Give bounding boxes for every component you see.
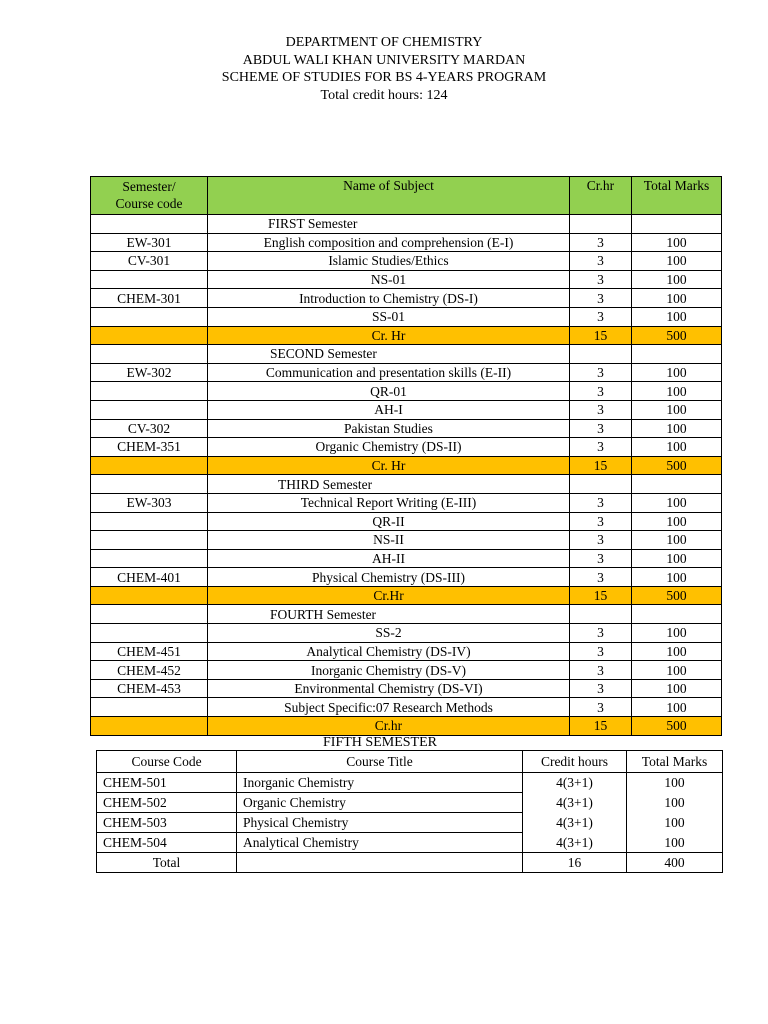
total-marks: 100 (632, 493, 722, 512)
subject-name: QR-II (208, 512, 570, 531)
semester-title-row (91, 475, 722, 494)
total-marks: 500 (632, 586, 722, 605)
semester-cr-cell (570, 215, 632, 234)
document-header (0, 34, 768, 104)
credit-hours: 3 (570, 270, 632, 289)
semester-code-cell (91, 475, 208, 494)
total-code-cell (91, 717, 208, 736)
table-row (91, 661, 722, 680)
semester-total-row (91, 586, 722, 605)
fifth-total-marks: 100 (627, 813, 723, 833)
semester-title: THIRD Semester (278, 476, 373, 492)
course-code: CHEM-451 (91, 642, 208, 661)
header-marks: Total Marks (632, 177, 722, 215)
total-label: Cr.Hr (208, 586, 570, 605)
course-code: CHEM-453 (91, 679, 208, 698)
subject-name: Introduction to Chemistry (DS-I) (208, 289, 570, 308)
subject-name: AH-II (208, 549, 570, 568)
semester-cr-cell (570, 605, 632, 624)
table-row (91, 549, 722, 568)
credit-hours: 3 (570, 382, 632, 401)
total-marks: 100 (632, 270, 722, 289)
total-credit: 15 (570, 586, 632, 605)
credit-hours: 3 (570, 531, 632, 550)
total-marks: 100 (632, 289, 722, 308)
subject-name: SS-01 (208, 307, 570, 326)
fifth-credit-hours: 4(3+1) (523, 773, 627, 793)
semester-title-row (91, 345, 722, 364)
table-row (91, 419, 722, 438)
semester-title-cell (208, 475, 570, 494)
subject-name: AH-I (208, 400, 570, 419)
semester-total-row (91, 326, 722, 345)
course-code (91, 698, 208, 717)
fifth-table-row (97, 833, 723, 853)
total-label: Cr.hr (208, 717, 570, 736)
fifth-table-row (97, 813, 723, 833)
fifth-table-row (97, 793, 723, 813)
fifth-header-marks: Total Marks (627, 751, 723, 773)
table-row (91, 363, 722, 382)
fifth-total-credit: 16 (523, 853, 627, 873)
semester-cr-cell (570, 475, 632, 494)
fifth-total-marks: 400 (627, 853, 723, 873)
table-row (91, 493, 722, 512)
total-marks: 100 (632, 419, 722, 438)
credit-hours: 3 (570, 698, 632, 717)
semester-code-cell (91, 605, 208, 624)
total-marks: 100 (632, 512, 722, 531)
course-code: EW-302 (91, 363, 208, 382)
course-code: CV-302 (91, 419, 208, 438)
fifth-credit-hours: 4(3+1) (523, 833, 627, 853)
fifth-course-code: CHEM-504 (97, 833, 237, 853)
subject-name: Technical Report Writing (E-III) (208, 493, 570, 512)
subject-name: Environmental Chemistry (DS-VI) (208, 679, 570, 698)
course-code: CHEM-301 (91, 289, 208, 308)
total-marks: 500 (632, 326, 722, 345)
total-code-cell (91, 456, 208, 475)
total-marks: 100 (632, 568, 722, 587)
total-marks: 100 (632, 233, 722, 252)
fifth-course-title: Inorganic Chemistry (237, 773, 523, 793)
course-code: CHEM-401 (91, 568, 208, 587)
university-title: ABDUL WALI KHAN UNIVERSITY MARDAN (242, 52, 526, 68)
table-row (91, 438, 722, 457)
header-credit: Cr.hr (570, 177, 632, 215)
fifth-total-title (237, 853, 523, 873)
total-marks: 100 (632, 382, 722, 401)
credit-hours: 3 (570, 252, 632, 271)
fifth-total-marks: 100 (627, 773, 723, 793)
course-code (91, 549, 208, 568)
credit-hours: 3 (570, 419, 632, 438)
credit-hours: 3 (570, 549, 632, 568)
total-marks: 100 (632, 531, 722, 550)
table-row (91, 252, 722, 271)
fifth-header-row (97, 751, 723, 773)
table-row (91, 233, 722, 252)
total-marks: 100 (632, 624, 722, 643)
total-marks: 100 (632, 661, 722, 680)
semester-marks-cell (632, 215, 722, 234)
course-code: CHEM-452 (91, 661, 208, 680)
table-row (91, 512, 722, 531)
credit-hours: 3 (570, 363, 632, 382)
total-label: Cr. Hr (208, 326, 570, 345)
semester-code-cell (91, 345, 208, 364)
fifth-credit-hours: 4(3+1) (523, 793, 627, 813)
course-code (91, 382, 208, 401)
semester-marks-cell (632, 605, 722, 624)
subject-name: NS-01 (208, 270, 570, 289)
table-row (91, 642, 722, 661)
credit-hours: 3 (570, 512, 632, 531)
course-code (91, 307, 208, 326)
total-marks: 500 (632, 456, 722, 475)
semester-cr-cell (570, 345, 632, 364)
fifth-course-title: Analytical Chemistry (237, 833, 523, 853)
header-code-line1: Semester/ (122, 179, 176, 194)
total-marks: 500 (632, 717, 722, 736)
table-row (91, 679, 722, 698)
fifth-credit-hours: 4(3+1) (523, 813, 627, 833)
credit-hours: 3 (570, 289, 632, 308)
credit-hours: 3 (570, 642, 632, 661)
subject-name: SS-2 (208, 624, 570, 643)
subject-name: Communication and presentation skills (E-II) (208, 363, 570, 382)
total-marks: 100 (632, 307, 722, 326)
subject-name: Islamic Studies/Ethics (208, 252, 570, 271)
fifth-course-title: Organic Chemistry (237, 793, 523, 813)
semester-total-row (91, 717, 722, 736)
fifth-course-code: CHEM-501 (97, 773, 237, 793)
total-marks: 100 (632, 363, 722, 382)
course-code (91, 512, 208, 531)
fifth-header-credit: Credit hours (523, 751, 627, 773)
credit-hours: 3 (570, 438, 632, 457)
semester-title: FIRST Semester (268, 216, 358, 232)
semester-title-cell (208, 605, 570, 624)
fifth-total-label: Total (97, 853, 237, 873)
course-code (91, 531, 208, 550)
semester-marks-cell (632, 475, 722, 494)
total-credit: 15 (570, 717, 632, 736)
credit-hours: 3 (570, 493, 632, 512)
header-code-line2: Course code (115, 196, 183, 211)
total-marks: 100 (632, 252, 722, 271)
table-row (91, 568, 722, 587)
credit-hours: 3 (570, 624, 632, 643)
course-code: EW-303 (91, 493, 208, 512)
subject-name: Physical Chemistry (DS-III) (208, 568, 570, 587)
course-code: EW-301 (91, 233, 208, 252)
subject-name: QR-01 (208, 382, 570, 401)
course-code (91, 624, 208, 643)
subject-name: Subject Specific:07 Research Methods (208, 698, 570, 717)
credit-hours: 3 (570, 568, 632, 587)
semester-title-row (91, 605, 722, 624)
table-row (91, 624, 722, 643)
fifth-table-row (97, 773, 723, 793)
semester-total-row (91, 456, 722, 475)
fifth-semester-table (96, 750, 723, 873)
total-credit: 15 (570, 326, 632, 345)
department-title: DEPARTMENT OF CHEMISTRY (285, 35, 483, 50)
course-code (91, 270, 208, 289)
credit-hours: 3 (570, 400, 632, 419)
semester-title-row (91, 215, 722, 234)
fifth-semester-title: FIFTH SEMESTER (323, 735, 437, 750)
subject-name: Inorganic Chemistry (DS-V) (208, 661, 570, 680)
subject-name: Organic Chemistry (DS-II) (208, 438, 570, 457)
fifth-total-marks: 100 (627, 833, 723, 853)
course-code: CV-301 (91, 252, 208, 271)
fifth-course-title: Physical Chemistry (237, 813, 523, 833)
semester-marks-cell (632, 345, 722, 364)
header-code (91, 177, 208, 215)
subject-name: Analytical Chemistry (DS-IV) (208, 642, 570, 661)
credit-hours: 3 (570, 307, 632, 326)
scheme-title: SCHEME OF STUDIES FOR BS 4-YEARS PROGRAM (221, 70, 547, 85)
table-row (91, 270, 722, 289)
total-marks: 100 (632, 549, 722, 568)
semester-title: FOURTH Semester (270, 606, 377, 622)
credit-hours: 3 (570, 679, 632, 698)
credit-hours: 3 (570, 233, 632, 252)
total-marks: 100 (632, 698, 722, 717)
header-subject: Name of Subject (208, 177, 570, 215)
subject-name: Pakistan Studies (208, 419, 570, 438)
semester-title-cell (208, 345, 570, 364)
fifth-header-code: Course Code (97, 751, 237, 773)
course-code (91, 400, 208, 419)
credit-hours: 3 (570, 661, 632, 680)
total-marks: 100 (632, 400, 722, 419)
fifth-header-title: Course Title (237, 751, 523, 773)
table-row (91, 698, 722, 717)
table-header-row (91, 177, 722, 215)
scheme-of-studies-table (90, 176, 722, 736)
fifth-total-row (97, 853, 723, 873)
total-marks: 100 (632, 642, 722, 661)
total-label: Cr. Hr (208, 456, 570, 475)
table-row (91, 400, 722, 419)
total-marks: 100 (632, 679, 722, 698)
subject-name: NS-II (208, 531, 570, 550)
table-row (91, 382, 722, 401)
fifth-total-marks: 100 (627, 793, 723, 813)
fifth-course-code: CHEM-503 (97, 813, 237, 833)
total-code-cell (91, 586, 208, 605)
table-row (91, 531, 722, 550)
subject-name: English composition and comprehension (E-I) (208, 233, 570, 252)
table-row (91, 289, 722, 308)
total-code-cell (91, 326, 208, 345)
total-credit-hours: Total credit hours: 124 (320, 87, 448, 103)
fifth-course-code: CHEM-502 (97, 793, 237, 813)
semester-title: SECOND Semester (270, 346, 377, 362)
total-credit: 15 (570, 456, 632, 475)
semester-code-cell (91, 215, 208, 234)
table-row (91, 307, 722, 326)
course-code: CHEM-351 (91, 438, 208, 457)
semester-title-cell (208, 215, 570, 234)
total-marks: 100 (632, 438, 722, 457)
